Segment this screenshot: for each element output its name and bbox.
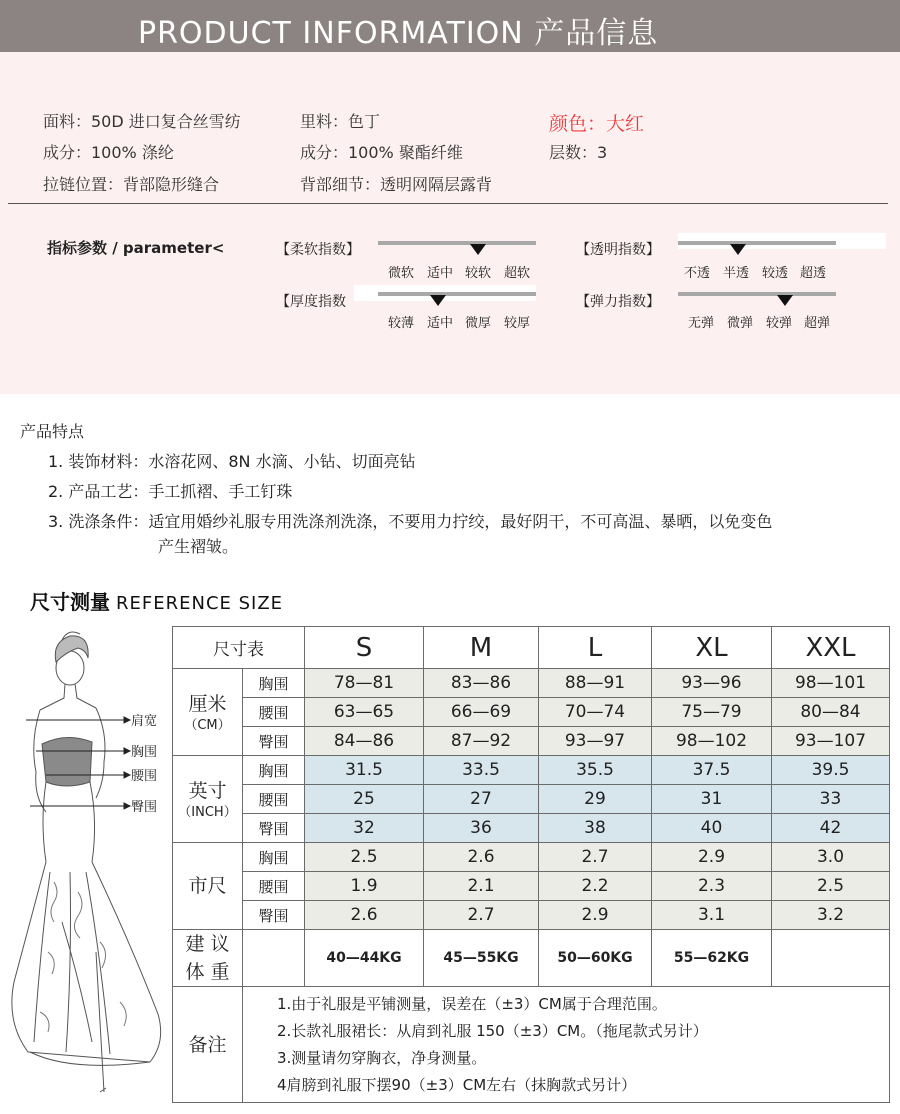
table-cell: 98—102 — [652, 727, 772, 756]
table-cell: 2.5 — [305, 843, 424, 872]
elasticity-option: 较弹 — [766, 316, 793, 331]
note-line: 3.测量请勿穿胸衣，净身测量。 — [277, 1048, 487, 1067]
thickness-marker-icon — [430, 295, 446, 306]
size-header: M — [424, 627, 539, 669]
table-cell: 98—101 — [772, 669, 890, 698]
note-line: 4肩膀到礼服下摆90（±3）CM左右（抹胸款式另计） — [277, 1075, 637, 1094]
table-cell: 35.5 — [539, 756, 652, 785]
table-cell: 37.5 — [652, 756, 772, 785]
table-cell: 93—97 — [539, 727, 652, 756]
elasticity-marker-icon — [777, 295, 793, 306]
thickness-option: 较厚 — [504, 316, 531, 331]
table-cell: 93—107 — [772, 727, 890, 756]
transparency-scale — [678, 241, 836, 245]
transparency-option: 半透 — [723, 266, 750, 281]
table-header-label: 尺寸表 — [173, 627, 305, 669]
table-cell: 87—92 — [424, 727, 539, 756]
measure-name: 胸围 — [243, 756, 305, 785]
softness-index-label: 【柔软指数】 — [276, 242, 360, 258]
table-cell: 3.2 — [772, 901, 890, 930]
table-cell: 63—65 — [305, 698, 424, 727]
table-cell: 83—86 — [424, 669, 539, 698]
softness-option: 超软 — [504, 266, 531, 281]
note-line: 2.长款礼服裙长：从肩到礼服 150（±3）CM。（拖尾款式另计） — [277, 1021, 708, 1040]
elasticity-option: 无弹 — [688, 316, 715, 331]
notes-row — [173, 987, 890, 1103]
group-unit: （CM） — [184, 718, 231, 733]
size-table — [172, 626, 890, 1103]
measure-name: 臀围 — [243, 814, 305, 843]
table-header-row — [173, 627, 890, 669]
table-cell: 2.2 — [539, 872, 652, 901]
thickness-scale — [378, 292, 536, 296]
product-info-panel — [0, 52, 900, 394]
notes-cell — [243, 987, 890, 1103]
table-cell: 29 — [539, 785, 652, 814]
table-cell: 33.5 — [424, 756, 539, 785]
softness-option: 微软 — [388, 266, 415, 281]
weight-label-line: 体 重 — [185, 961, 230, 983]
measure-name: 腰围 — [243, 785, 305, 814]
feature-item: 3. 洗涤条件：适宜用婚纱礼服专用洗涤剂洗涤，不要用力拧绞，最好阴干，不可高温、暴晒，以免变色 — [48, 512, 773, 531]
feature-item-continued: 产生褶皱。 — [158, 537, 239, 556]
thickness-index-label: 【厚度指数 — [276, 294, 346, 310]
page-title: PRODUCT INFORMATION 产品信息 — [138, 16, 659, 51]
group-label-shichi — [173, 843, 243, 930]
group-label-cm — [173, 669, 243, 756]
table-row — [173, 785, 890, 814]
zipper-text: 拉链位置：背部隐形缝合 — [43, 175, 220, 194]
softness-scale — [378, 241, 536, 245]
group-unit: （INCH） — [178, 805, 237, 820]
composition-text: 成分：100% 涤纶 — [43, 143, 174, 162]
measure-name: 腰围 — [243, 872, 305, 901]
table-row — [173, 756, 890, 785]
table-cell: 75—79 — [652, 698, 772, 727]
table-cell: 93—96 — [652, 669, 772, 698]
weight-label-line: 建 议 — [185, 933, 230, 955]
table-cell: 78—81 — [305, 669, 424, 698]
table-cell: 80—84 — [772, 698, 890, 727]
transparency-index-label: 【透明指数】 — [576, 242, 660, 258]
lining-composition-text: 成分：100% 聚酯纤维 — [300, 143, 463, 162]
table-cell: 2.1 — [424, 872, 539, 901]
table-cell: 88—91 — [539, 669, 652, 698]
size-section-title — [30, 586, 283, 615]
thickness-option: 较薄 — [388, 316, 415, 331]
measure-name: 臀围 — [243, 901, 305, 930]
size-header: L — [539, 627, 652, 669]
table-row — [173, 901, 890, 930]
table-row — [173, 872, 890, 901]
table-row — [173, 814, 890, 843]
size-title-cn: 尺寸测量 — [30, 590, 110, 614]
table-cell: 66—69 — [424, 698, 539, 727]
elasticity-option: 微弹 — [727, 316, 754, 331]
measure-name: 胸围 — [243, 669, 305, 698]
table-cell: 2.5 — [772, 872, 890, 901]
table-row — [173, 669, 890, 698]
figure-label-shoulder: 肩宽 — [131, 714, 158, 729]
weight-cell: 40—44KG — [305, 930, 424, 987]
group-name: 厘米 — [188, 693, 227, 715]
figure-label-hip: 臀围 — [131, 800, 158, 815]
table-row — [173, 727, 890, 756]
table-cell: 2.7 — [424, 901, 539, 930]
weight-row — [173, 930, 890, 987]
table-cell: 2.6 — [305, 901, 424, 930]
elasticity-scale — [678, 292, 836, 296]
figure-label-bust: 胸围 — [131, 745, 158, 760]
table-cell: 1.9 — [305, 872, 424, 901]
group-name: 英寸 — [188, 780, 227, 802]
header-banner — [0, 0, 900, 52]
transparency-option: 超透 — [800, 266, 827, 281]
note-line: 1.由于礼服是平铺测量，误差在（±3）CM属于合理范围。 — [277, 994, 667, 1013]
color-text: 颜色：大红 — [549, 113, 645, 135]
table-row — [173, 698, 890, 727]
table-cell: 31 — [652, 785, 772, 814]
weight-cell: 50—60KG — [539, 930, 652, 987]
size-header: XL — [652, 627, 772, 669]
group-name: 市尺 — [188, 875, 227, 897]
table-row — [173, 843, 890, 872]
table-cell: 2.7 — [539, 843, 652, 872]
softness-option: 较软 — [465, 266, 492, 281]
parameter-label: 指标参数 / parameter< — [47, 239, 225, 257]
table-cell: 42 — [772, 814, 890, 843]
table-cell: 31.5 — [305, 756, 424, 785]
weight-label — [173, 930, 243, 987]
weight-cell: 55—62KG — [652, 930, 772, 987]
features-title: 产品特点 — [20, 422, 85, 441]
divider — [8, 203, 888, 204]
table-cell: 27 — [424, 785, 539, 814]
weight-cell — [772, 930, 890, 987]
size-title-en: REFERENCE SIZE — [116, 593, 284, 614]
size-header: S — [305, 627, 424, 669]
dress-figure-illustration — [0, 622, 172, 1114]
measure-name: 腰围 — [243, 698, 305, 727]
table-cell: 38 — [539, 814, 652, 843]
measure-name: 臀围 — [243, 727, 305, 756]
empty-cell — [243, 930, 305, 987]
table-cell: 2.9 — [539, 901, 652, 930]
table-cell: 3.0 — [772, 843, 890, 872]
table-cell: 39.5 — [772, 756, 890, 785]
table-cell: 2.9 — [652, 843, 772, 872]
elasticity-index-label: 【弹力指数】 — [576, 294, 660, 310]
layers-text: 层数：3 — [549, 143, 608, 162]
table-cell: 25 — [305, 785, 424, 814]
weight-cell: 45—55KG — [424, 930, 539, 987]
table-cell: 70—74 — [539, 698, 652, 727]
thickness-option: 适中 — [427, 316, 454, 331]
size-header: XXL — [772, 627, 890, 669]
softness-marker-icon — [470, 244, 486, 255]
table-cell: 36 — [424, 814, 539, 843]
elasticity-option: 超弹 — [804, 316, 831, 331]
transparency-option: 较透 — [762, 266, 789, 281]
transparency-option: 不透 — [684, 266, 711, 281]
table-cell: 33 — [772, 785, 890, 814]
softness-option: 适中 — [427, 266, 454, 281]
figure-label-waist: 腰围 — [131, 769, 158, 784]
table-cell: 32 — [305, 814, 424, 843]
lining-text: 里料：色丁 — [300, 112, 381, 131]
table-cell: 2.6 — [424, 843, 539, 872]
feature-item: 1. 装饰材料：水溶花网、8N 水滴、小钻、切面亮钻 — [48, 452, 416, 471]
table-cell: 3.1 — [652, 901, 772, 930]
back-detail-text: 背部细节：透明网隔层露背 — [300, 175, 493, 194]
measure-name: 胸围 — [243, 843, 305, 872]
table-cell: 84—86 — [305, 727, 424, 756]
group-label-inch — [173, 756, 243, 843]
thickness-option: 微厚 — [465, 316, 492, 331]
fabric-text: 面料：50D 进口复合丝雪纺 — [43, 112, 241, 131]
feature-item: 2. 产品工艺：手工抓褶、手工钉珠 — [48, 482, 293, 501]
table-cell: 2.3 — [652, 872, 772, 901]
table-cell: 40 — [652, 814, 772, 843]
transparency-marker-icon — [730, 244, 746, 255]
notes-label: 备注 — [173, 987, 243, 1103]
